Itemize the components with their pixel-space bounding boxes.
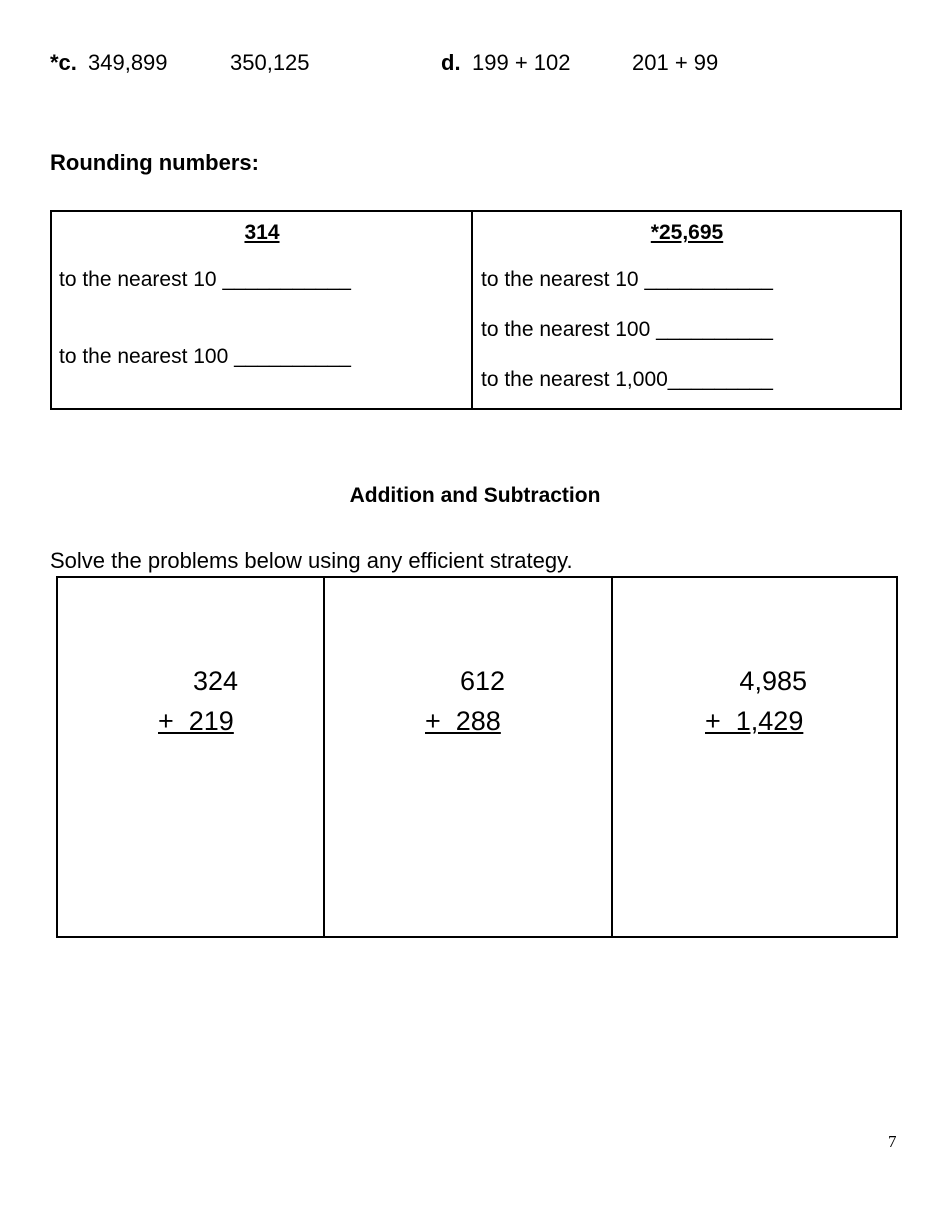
compare-left: 349,899 bbox=[88, 50, 168, 75]
addend-top: 612 bbox=[459, 666, 505, 696]
rounding-prompt: to the nearest 10 ___________ bbox=[59, 268, 351, 291]
problem-label: d. bbox=[441, 50, 461, 75]
column-divider bbox=[611, 578, 613, 936]
addend-top: 324 bbox=[192, 666, 238, 696]
page-number: 7 bbox=[888, 1132, 897, 1151]
rounding-table bbox=[50, 210, 902, 410]
addend-bottom: + 288 bbox=[425, 706, 501, 736]
rounding-prompt: to the nearest 1,000_________ bbox=[481, 368, 773, 391]
compare-right: 201 + 99 bbox=[632, 50, 719, 75]
rounding-heading: Rounding numbers: bbox=[50, 150, 259, 175]
addition-heading: Addition and Subtraction bbox=[349, 484, 601, 507]
addend-top: 4,985 bbox=[739, 666, 807, 696]
problem-label: *c. bbox=[50, 50, 77, 75]
addition-table bbox=[56, 576, 898, 938]
compare-left: 199 + 102 bbox=[472, 50, 571, 75]
addend-bottom: + 1,429 bbox=[705, 706, 804, 736]
rounding-prompt: to the nearest 100 __________ bbox=[59, 345, 351, 368]
instructions: Solve the problems below using any efficient strategy. bbox=[50, 548, 573, 573]
rounding-number: 314 bbox=[244, 221, 280, 244]
addend-bottom: + 219 bbox=[158, 706, 234, 736]
rounding-prompt: to the nearest 100 __________ bbox=[481, 318, 773, 341]
rounding-number: *25,695 bbox=[650, 221, 724, 244]
column-divider bbox=[323, 578, 325, 936]
rounding-prompt: to the nearest 10 ___________ bbox=[481, 268, 773, 291]
compare-right: 350,125 bbox=[230, 50, 310, 75]
